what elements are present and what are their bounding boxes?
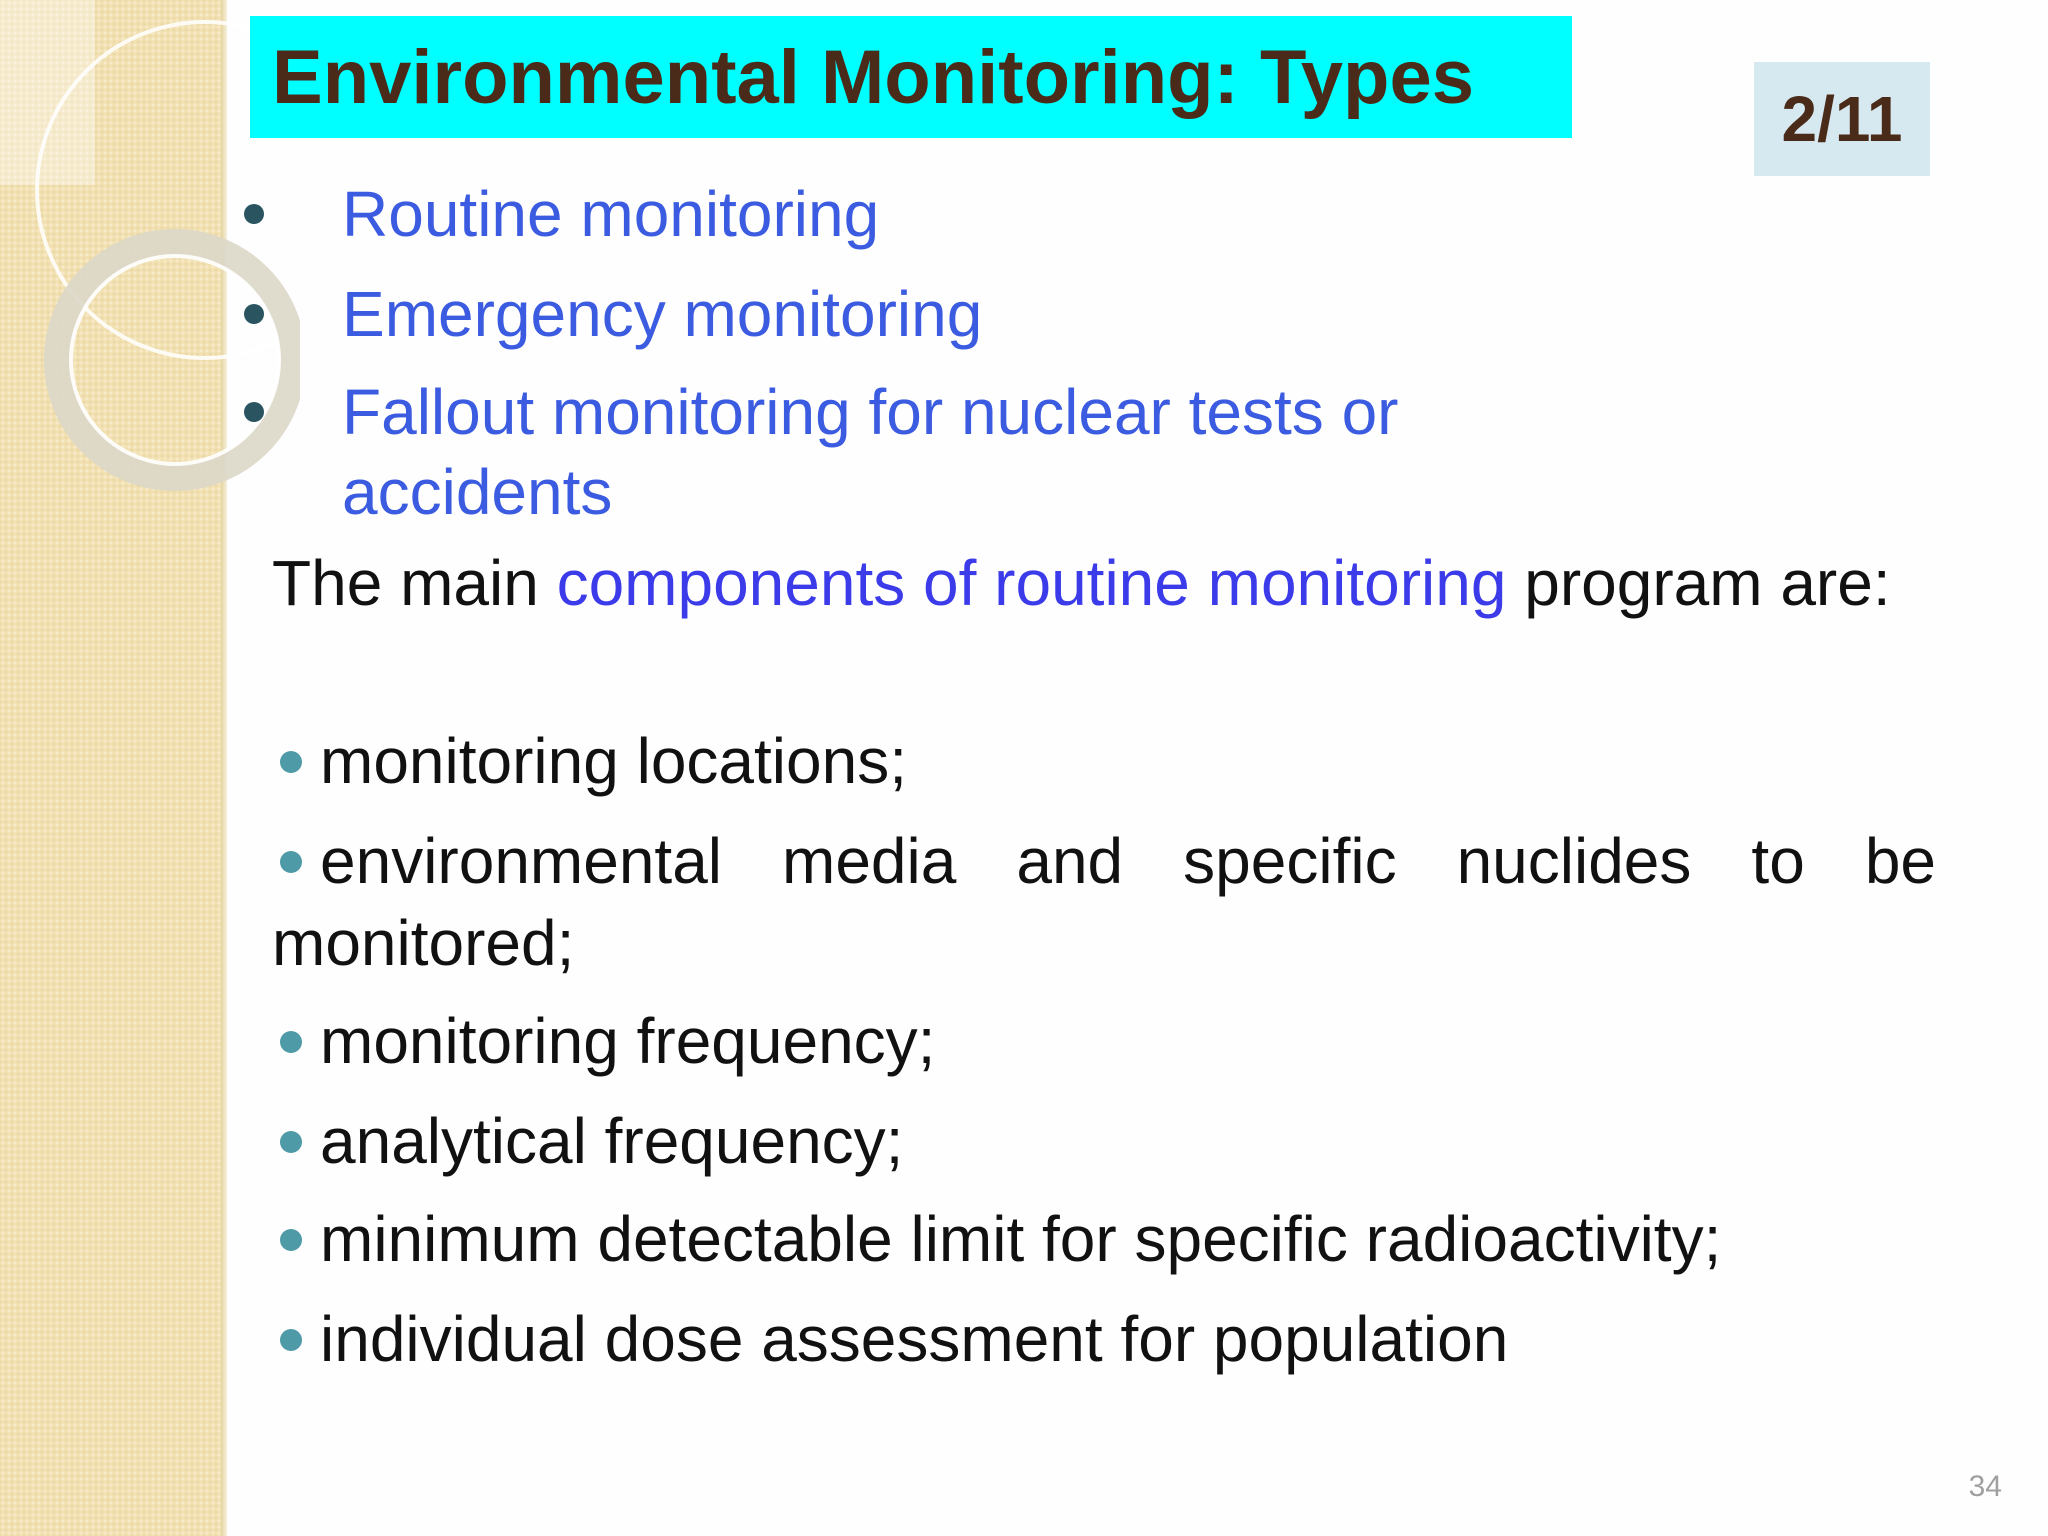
slide-title: Environmental Monitoring: Types (272, 35, 1474, 120)
component-list-item (272, 1000, 1936, 1082)
slide-number: 34 (1968, 1470, 2002, 1503)
component-label: environmental media and specific nuclides to be monitored; (272, 825, 1936, 979)
component-label: minimum detectable limit for specific radioactivity; (320, 1203, 1722, 1275)
decorative-inner-ring (71, 256, 279, 464)
type-label: Routine monitoring (342, 178, 880, 250)
bullet-dot-icon (280, 1329, 302, 1351)
page-indicator-badge (1754, 62, 1930, 176)
bullet-dot-icon (244, 402, 264, 422)
decorative-thick-ring (57, 242, 293, 478)
bullet-dot-icon (280, 1031, 302, 1053)
type-label: Emergency monitoring (342, 278, 983, 350)
bullet-dot-icon (244, 304, 264, 324)
intro-prefix: The main (272, 547, 557, 619)
decorative-panel (0, 0, 95, 185)
type-label: Fallout monitoring for nuclear tests or accidents (342, 376, 1399, 528)
intro-highlight: components of routine monitoring (556, 547, 1507, 619)
component-list-item (272, 1100, 1936, 1182)
component-label: analytical frequency; (320, 1105, 904, 1177)
bullet-dot-icon (280, 1131, 302, 1153)
intro-suffix: program are: (1506, 547, 1891, 619)
bullet-dot-icon (280, 751, 302, 773)
bullet-dot-icon (244, 204, 264, 224)
component-list-item (272, 720, 1936, 802)
component-list-item (272, 820, 1936, 984)
component-label: monitoring locations; (320, 725, 907, 797)
component-list-item (272, 1298, 1936, 1380)
component-list-item (272, 1198, 1936, 1280)
intro-paragraph (272, 542, 1936, 624)
bullet-dot-icon (280, 1229, 302, 1251)
component-label: individual dose assessment for population (320, 1303, 1509, 1375)
component-label: monitoring frequency; (320, 1005, 936, 1077)
page-indicator: 2/11 (1781, 83, 1903, 155)
bullet-dot-icon (280, 851, 302, 873)
